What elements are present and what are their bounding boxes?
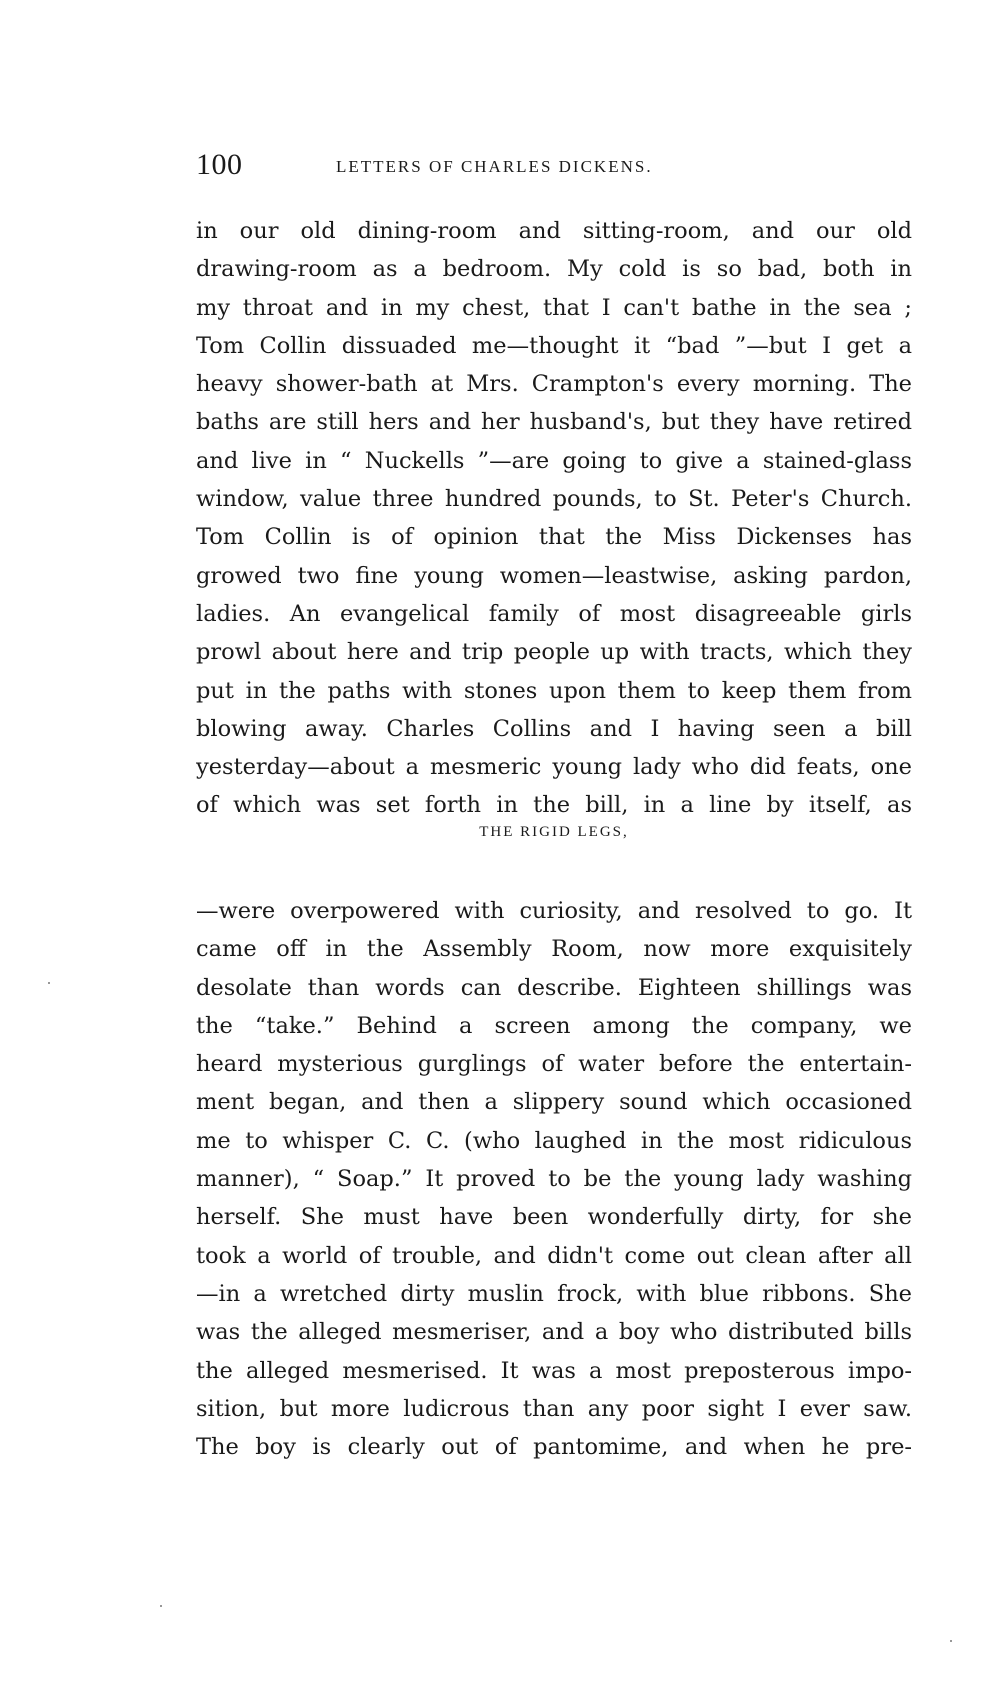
paper-speck <box>950 1640 952 1642</box>
text-line: Tom Collin is of opinion that the Miss Dickenses has <box>196 524 912 551</box>
paper-speck <box>160 1605 162 1607</box>
text-line: The boy is clearly out of pantomime, and when he pre- <box>196 1434 912 1461</box>
text-line: put in the paths with stones upon them to keep them from <box>196 677 912 704</box>
text-line: was the alleged mesmeriser, and a boy who distributed bills <box>196 1319 912 1346</box>
text-line: in our old dining-room and sitting-room, and our old <box>196 218 912 244</box>
text-line: drawing-room as a bedroom. My cold is so bad, both in <box>196 256 912 283</box>
text-line: came off in the Assembly Room, now more exquisitely <box>196 936 912 963</box>
text-line: ladies. An evangelical family of most disagreeable girls <box>196 600 912 627</box>
page-header <box>196 148 916 188</box>
page-number: 100 <box>196 148 243 181</box>
text-line: me to whisper C. C. (who laughed in the most ridiculous <box>196 1127 912 1154</box>
text-line: the “take.” Behind a screen among the company, we <box>196 1012 912 1039</box>
text-line: yesterday—about a mesmeric young lady who did feats, one <box>196 754 912 781</box>
subheading: THE RIGID LEGS, <box>479 824 629 840</box>
text-line: heavy shower-bath at Mrs. Crampton's every morning. The <box>196 371 912 398</box>
text-line: manner), “ Soap.” It proved to be the young lady washing <box>196 1166 912 1193</box>
text-line: —were overpowered with curiosity, and resolved to go. It <box>196 898 912 924</box>
text-line: growed two fine young women—leastwise, asking pardon, <box>196 562 912 589</box>
text-line: sition, but more ludicrous than any poor sight I ever saw. <box>196 1395 912 1422</box>
running-head: LETTERS OF CHARLES DICKENS. <box>336 157 653 176</box>
text-line: prowl about here and trip people up with tracts, which they <box>196 639 912 666</box>
text-line: Tom Collin dissuaded me—thought it “bad ”—but I get a <box>196 332 912 359</box>
paper-speck <box>48 982 50 984</box>
text-line: blowing away. Charles Collins and I having seen a bill <box>196 715 912 742</box>
text-line: my throat and in my chest, that I can't bathe in the sea ; <box>196 294 912 321</box>
text-line: of which was set forth in the bill, in a line by itself, as <box>196 792 912 819</box>
text-line: the alleged mesmerised. It was a most preposterous impo- <box>196 1357 912 1384</box>
text-line: heard mysterious gurglings of water before the entertain- <box>196 1051 912 1078</box>
text-block-1 <box>196 212 912 825</box>
text-line: window, value three hundred pounds, to St. Peter's Church. <box>196 486 912 513</box>
text-line: desolate than words can describe. Eighteen shillings was <box>196 974 912 1001</box>
text-line: ment began, and then a slippery sound which occasioned <box>196 1089 912 1116</box>
text-line: and live in “ Nuckells ”—are going to give a stained-glass <box>196 447 912 474</box>
text-line: took a world of trouble, and didn't come out clean after all <box>196 1242 912 1269</box>
text-line: herself. She must have been wonderfully dirty, for she <box>196 1204 912 1231</box>
text-line: —in a wretched dirty muslin frock, with blue ribbons. She <box>196 1280 912 1307</box>
text-block-2 <box>196 892 912 1466</box>
text-line: baths are still hers and her husband's, but they have retired <box>196 409 912 436</box>
